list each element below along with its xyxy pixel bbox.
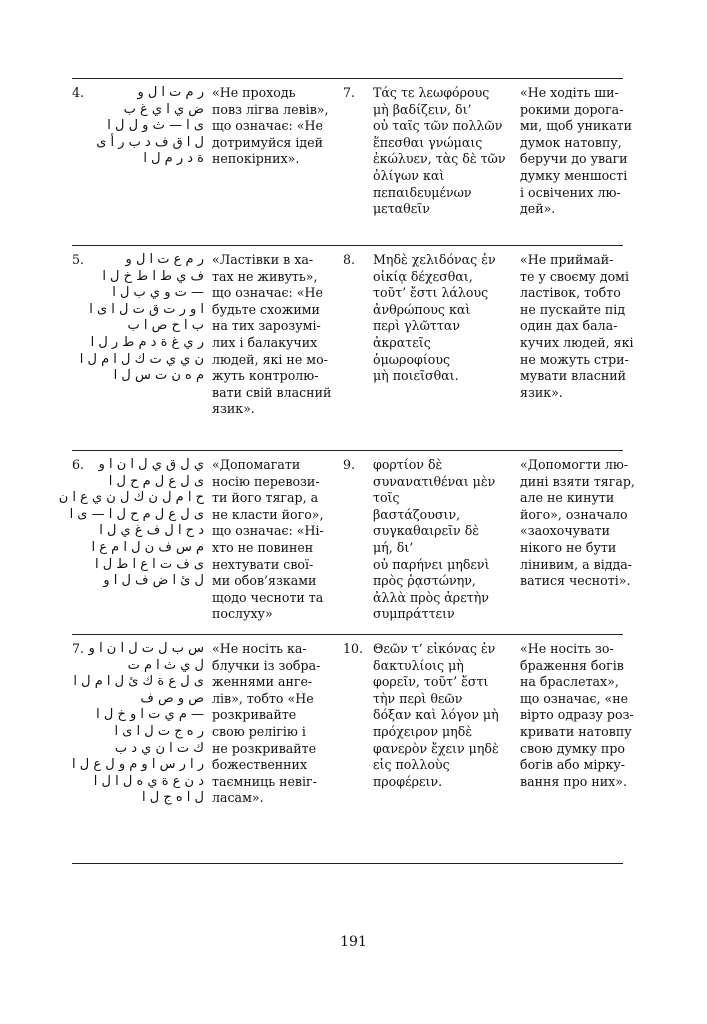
arabic-text: ي ل ق ي ل ا ن ا و ى ل ع ل م ح ل ا ح ا م ل ن ك ل ن ي ع ا ن ى ل ع ل م ح ل ا — ى ا د ح ا ل ف غ ي ل ا م س ف ن ل ا م ع ا ى ف ت ا ع ا ط ل ا ل ئ ا ض ف ل ا و	[58, 457, 204, 589]
ukrainian-translation-greek: «Не носіть зо- браження богів на браслетах», що означає, «не вірто одразу роз- кривати натовпу свою думку про богів або мірку- вання про них».	[520, 641, 634, 789]
translation-table	[58, 78, 635, 864]
ukrainian-translation-arabic: «Не проходь повз лігва левів», що означає: «Не дотримуйся ідей непокірних».	[212, 85, 329, 167]
row-number: 6.	[72, 457, 85, 472]
page-number: 191	[340, 934, 367, 950]
table-row	[72, 635, 634, 864]
table-row	[72, 246, 634, 451]
table-row	[72, 79, 633, 246]
row-number: 4.	[72, 85, 85, 100]
greek-number: 7.	[343, 85, 356, 100]
greek-text: Θεῶν τ’ εἰκόνας ἐν δακτυλίοις μὴ φορεῖν, τοῦτ’ ἔστι τὴν περὶ θεῶν δόξαν καὶ λόγον μὴ πρόχειρον μηδὲ φανερὸν ἔχειν μηδὲ εἰς πολλοὺς προφέρειν.	[373, 641, 499, 789]
arabic-text: ر م ت ا ل و ض ي ا ي غ ب ى ا — ث و ل ل ا ل ا ق ف د ب ر أ ى ة د ر م ل ا	[96, 85, 204, 167]
ukrainian-translation-greek: «Не ходіть ши- рокими дорога- ми, щоб уникати думок натовпу, беручи до уваги думку меншості і освічених лю- дей».	[520, 85, 633, 217]
ukrainian-translation-arabic: «Не носіть ка- блучки із зобра- женнями анге- лів», тобто «Не розкривайте свою релігію і не розкривайте божественних таємниць невіг- ласам».	[212, 641, 321, 806]
greek-number: 9.	[343, 457, 356, 472]
arabic-text: س ب ل ت ل ا ن ا و ل ي ث ا م ت ى ل ع ة ك ئ ل ا م ل ا ص و ص ف — م ي ت ا و خ ل ا ر ه ج ت ل ا ى ا ك ت ا ن ي د ب ر ا ر س ا و م و ل ع ل ا د ن ع ة ي ه ل ا ل ا ل ا ه ج ل ا	[72, 641, 204, 806]
ukrainian-translation-arabic: «Допомагати носію перевози- ти його тягар, а не класти його», що означає: «Ні- хто не повинен нехтувати свої- ми обов’язками щодо чесноти та послуху»	[212, 457, 324, 622]
ukrainian-translation-greek: «Допомогти лю- дині взяти тягар, але не кинути його», означало «заохочувати нікого не бути лінивим, а відда- ватися чесноті».	[520, 457, 635, 589]
ukrainian-translation-greek: «Не приймай- те у своєму домі ластівок, тобто не пускайте під один дах бала- кучих людей, які не можуть стри- мувати власний язик».	[520, 252, 634, 400]
ukrainian-translation-arabic: «Ластівки в ха- тах не живуть», що означає: «Не будьте схожими на тих зарозумі- лих і балакучих людей, які не мо- жуть контролю- вати свій власний язик».	[212, 252, 332, 417]
row-number: 5.	[72, 252, 85, 267]
row-number: 7.	[72, 641, 85, 656]
table-row	[58, 451, 635, 635]
greek-text: Τάς τε λεωφόρους μὴ βαδίζειν, δι’ οὐ ταῖς τῶν πολλῶν ἕπεσθαι γνώμαις ἐκώλυεν, τὰς δὲ τῶν ὀλίγων καὶ πεπαιδευμένων μεταθεῖν	[373, 85, 506, 217]
greek-number: 10.	[343, 641, 364, 656]
greek-number: 8.	[343, 252, 356, 267]
arabic-text: ر م ع ت ا ل و ف ي ط ا ط خ ل ا — ت و ي ب ل ا ا و ر ت ق ت ل ا ى ا ب ا ح ص ا ب ر ي غ ة د م ط ر ل ا ن ي ي ت ك ل ا م ل ا م ه ن ت س ل ا	[79, 252, 204, 384]
greek-text: Μηδὲ χελιδόνας ἐν οἰκίᾳ δέχεσθαι, τοῦτ’ ἔστι λάλους ἀνθρώπους καὶ περὶ γλῶτταν ἀκρατεῖς ὁμωροφίους μὴ ποιεῖσθαι.	[373, 252, 496, 384]
greek-text: φορτίον δὲ συνανατιθέναι μὲν τοῖς βαστάζουσιν, συγκαθαιρεῖν δὲ μή, δι’ οὐ παρήνει μηδενὶ πρὸς ῥᾳστώνην, ἀλλὰ πρὸς ἀρετὴν συμπράττειν	[373, 457, 496, 622]
